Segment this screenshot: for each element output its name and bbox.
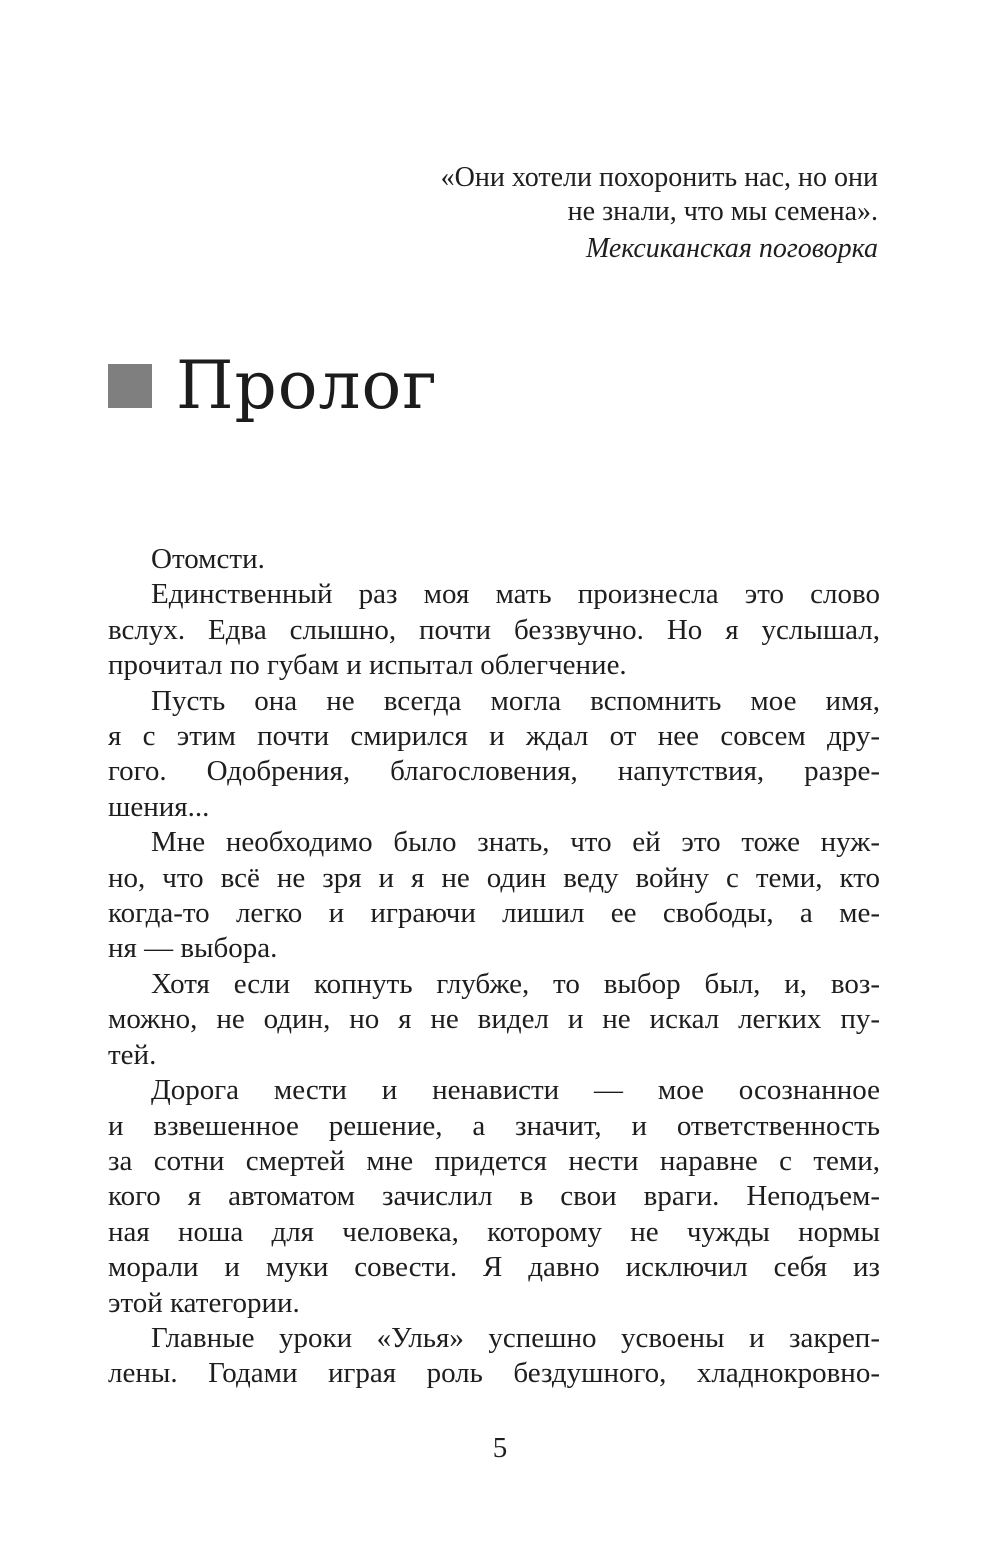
text-line: лены. Годами играя роль бездушного, хладнокровно- [108,1357,880,1390]
body-text [108,542,880,1392]
epigraph [358,161,878,266]
epigraph-line-1: «Они хотели похоронить нас, но они [440,162,878,193]
text-line: ная ноша для человека, которому не чужды нормы [108,1215,880,1248]
text-line: тей. [108,1038,157,1071]
text-line: кого я автоматом зачислил в свои враги. Неподъем- [108,1180,880,1213]
text-line: Главные уроки «Улья» успешно усвоены и закреп- [151,1321,880,1354]
epigraph-author: Мексиканская поговорка [585,233,878,264]
page-number: 5 [492,1432,508,1464]
text-line: можно, не один, но я не видел и не искал легких пу- [108,1003,880,1036]
text-line: Отомсти. [151,543,265,575]
text-line: за сотни смертей мне придется нести наравне с теми, [108,1144,880,1177]
text-line: Единственный раз моя мать произнесла это слово [151,578,880,611]
text-line: когда-то легко и играючи лишил ее свободы, а ме- [108,897,880,930]
square-marker-icon [108,364,152,408]
text-line: Мне необходимо было знать, что ей это тоже нуж- [151,826,880,859]
text-line: Хотя если копнуть глубже, то выбор был, и, воз- [151,967,880,1000]
text-line: но, что всё не зря и я не один веду войну с теми, кто [108,861,880,894]
text-line: этой категории. [108,1286,300,1319]
text-line: прочитал по губам и испытал облегчение. [108,649,627,682]
text-line: морали и муки совести. Я давно исключил себя из [108,1251,880,1284]
text-line: Дорога мести и ненависти — мое осознанное [151,1074,880,1107]
epigraph-line-2: не знали, что мы семена». [567,196,878,227]
text-line: шения... [108,790,210,823]
text-line: и взвешенное решение, а значит, и ответственность [108,1109,880,1142]
text-line: Пусть она не всегда могла вспомнить мое имя, [151,684,880,717]
text-line: гого. Одобрения, благословения, напутствия, разре- [108,755,880,788]
text-line: ня — выбора. [108,932,278,965]
text-line: я с этим почти смирился и ждал от нее совсем дру- [108,720,880,753]
chapter-heading [108,348,438,424]
text-line: вслух. Едва слышно, почти беззвучно. Но я услышал, [108,613,880,646]
chapter-title: Пролог [176,347,438,424]
